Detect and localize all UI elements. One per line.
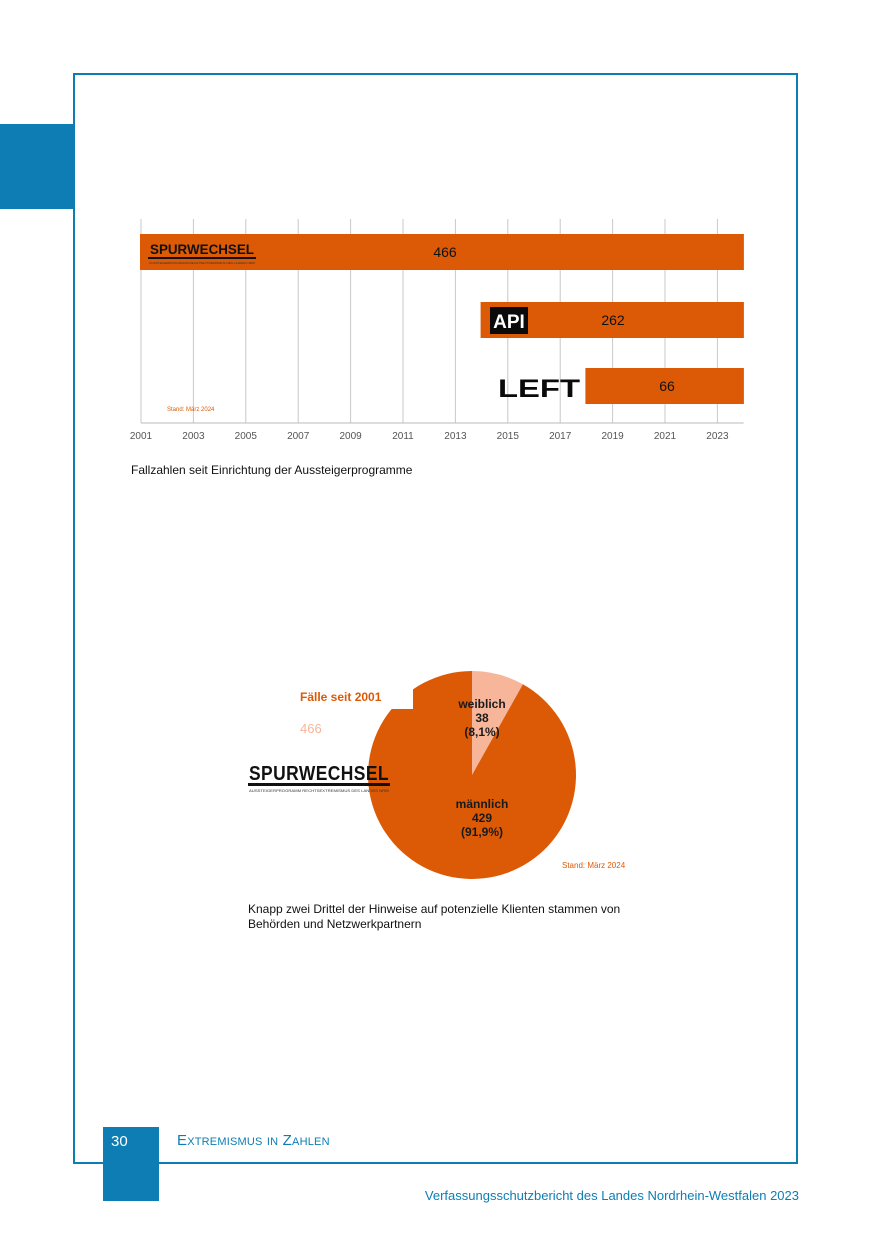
spurwechsel-logo: [148, 241, 256, 265]
x-tick-label: 2017: [549, 431, 572, 442]
x-tick-label: 2015: [496, 431, 519, 442]
x-tick-label: 2011: [392, 431, 414, 442]
pie-heading: Fälle seit 2001: [300, 690, 382, 704]
x-tick-label: 2009: [339, 431, 362, 442]
section-title: Extremismus in Zahlen: [177, 1132, 330, 1149]
bar-value-label: 66: [659, 378, 675, 394]
api-logo-text: API: [493, 312, 525, 333]
pie-label-männlich: 429: [471, 811, 493, 825]
spurwechsel-logo-text: SPURWECHSEL: [249, 763, 389, 785]
x-tick-label: 2013: [444, 431, 467, 442]
footer-publication-title: Verfassungsschutzbericht des Landes Nordrhein-Westfalen 2023: [424, 1188, 799, 1203]
spurwechsel-logo-subtext: AUSSTEIGERPROGRAMM RECHTSEXTREMISMUS DES LANDES NRW: [149, 261, 256, 265]
chapter-tab: [0, 124, 75, 209]
spurwechsel-logo: [248, 763, 390, 793]
left-logo-text: LEFT: [498, 375, 580, 403]
bar-chart-caption: Fallzahlen seit Einrichtung der Aussteigerprogramme: [131, 463, 413, 477]
pie-label-weiblich: 38: [475, 711, 489, 725]
pie-label-weiblich: (8,1%): [464, 725, 500, 739]
logo-underline: [148, 257, 256, 259]
pie-total: 466: [300, 721, 322, 736]
page-number: 30: [111, 1133, 128, 1150]
x-tick-label: 2005: [234, 431, 257, 442]
left-logo: [498, 375, 580, 403]
x-tick-label: 2001: [129, 431, 153, 442]
spurwechsel-logo-subtext: AUSSTEIGERPROGRAMM RECHTSEXTREMISMUS DES LANDES NRW: [249, 789, 390, 793]
gender-pie-chart: [240, 660, 660, 890]
pie-label-männlich: männlich: [455, 797, 509, 811]
pie-label-männlich: (91,9%): [460, 825, 504, 839]
pie-chart-caption: Knapp zwei Drittel der Hinweise auf potenzielle Klienten stammen von Behörden und Netzwerkpartnern: [248, 902, 621, 931]
bar-value-label: 466: [433, 244, 457, 260]
chart-annotation: Stand: März 2024: [167, 407, 215, 413]
chart-x-tick-labels: [130, 431, 729, 442]
x-tick-label: 2007: [287, 431, 310, 442]
x-tick-label: 2019: [601, 431, 624, 442]
case-numbers-bar-chart: [120, 212, 760, 452]
spurwechsel-logo-text: SPURWECHSEL: [150, 241, 255, 257]
x-tick-label: 2023: [706, 431, 729, 442]
x-tick-label: 2021: [653, 431, 677, 442]
api-logo: [490, 307, 528, 334]
bar-value-label: 262: [601, 312, 625, 328]
pie-annotation: Stand: März 2024: [562, 861, 626, 870]
pie-label-weiblich: weiblich: [458, 697, 506, 711]
x-tick-label: 2003: [182, 431, 205, 442]
